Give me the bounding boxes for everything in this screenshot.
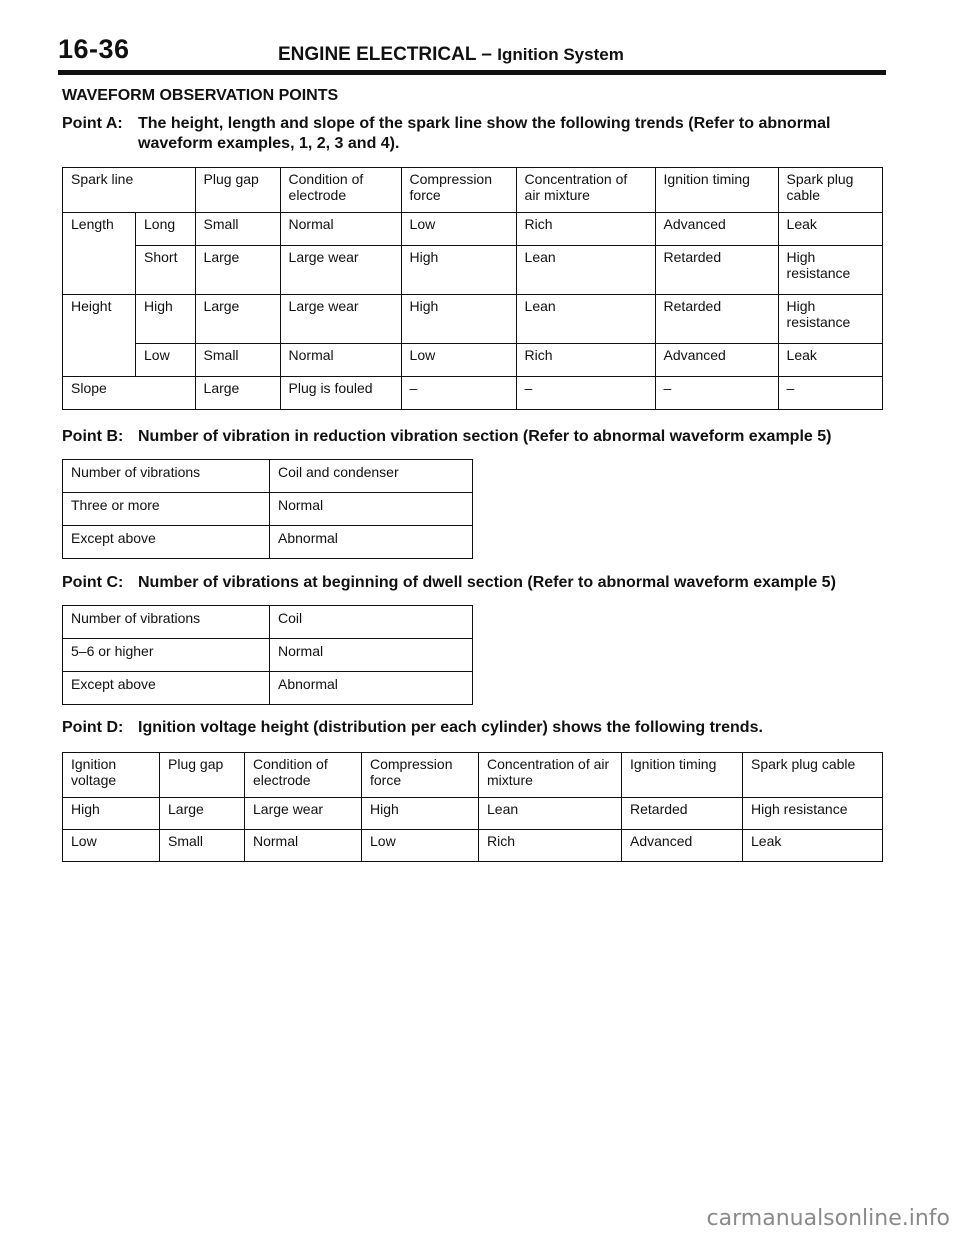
header-cell: Compression force	[362, 753, 479, 798]
table-cell: High	[401, 295, 516, 344]
table-cell: Lean	[516, 295, 655, 344]
table-cell: Advanced	[655, 344, 778, 377]
table-cell: Normal	[245, 830, 362, 862]
table-row	[63, 526, 473, 559]
table-cell: Except above	[63, 672, 270, 705]
table-cell: Small	[195, 213, 280, 246]
table-header-row	[63, 460, 473, 493]
table-cell: Large wear	[280, 246, 401, 295]
table-cell: Except above	[63, 526, 270, 559]
header-cell: Spark plug cable	[778, 168, 882, 213]
title-main: ENGINE ELECTRICAL –	[278, 44, 492, 65]
table-row	[63, 798, 883, 830]
title-sub: Ignition System	[497, 45, 624, 64]
table-cell: Short	[136, 246, 196, 295]
table-cell: High	[362, 798, 479, 830]
table-cell: Low	[63, 830, 160, 862]
table-row	[63, 246, 883, 295]
table-cell: Three or more	[63, 493, 270, 526]
table-header-row	[63, 606, 473, 639]
table-cell: Rich	[479, 830, 622, 862]
table-cell: High	[401, 246, 516, 295]
table-cell: High resistance	[778, 246, 882, 295]
table-point-b	[62, 459, 473, 559]
table-cell: Plug is fouled	[280, 377, 401, 410]
header-cell: Coil and condenser	[270, 460, 473, 493]
header-cell: Plug gap	[160, 753, 245, 798]
point-a-text: The height, length and slope of the spark line show the following trends (Refer to abnormal	[138, 115, 831, 132]
point-d-label: Point D:	[62, 719, 124, 736]
header-cell: Coil	[270, 606, 473, 639]
row-group-label: Length	[63, 213, 136, 295]
table-cell: Leak	[778, 213, 882, 246]
table-cell: High	[136, 295, 196, 344]
table-cell: Normal	[270, 493, 473, 526]
table-row	[63, 377, 883, 410]
table-cell: Normal	[280, 344, 401, 377]
table-cell: –	[778, 377, 882, 410]
header-rule	[58, 70, 886, 75]
table-cell: Low	[401, 213, 516, 246]
header-cell: Ignition timing	[622, 753, 743, 798]
point-b-line	[62, 427, 831, 447]
header-cell: Spark line	[63, 168, 196, 213]
point-a-line2: waveform examples, 1, 2, 3 and 4).	[138, 135, 400, 152]
watermark-link[interactable]: carmanualsonline.info	[706, 1206, 950, 1231]
table-cell: High resistance	[778, 295, 882, 344]
point-d-line	[62, 718, 763, 738]
table-row	[63, 672, 473, 705]
point-b-text: Number of vibration in reduction vibration section (Refer to abnormal waveform example 5)	[138, 428, 832, 445]
header-cell: Number of vibrations	[63, 606, 270, 639]
table-header-row	[63, 168, 883, 213]
section-title: WAVEFORM OBSERVATION POINTS	[62, 87, 339, 104]
point-c-line	[62, 573, 836, 593]
page-title	[278, 44, 624, 66]
table-cell: Retarded	[655, 295, 778, 344]
header-cell: Ignition voltage	[63, 753, 160, 798]
header-cell: Ignition timing	[655, 168, 778, 213]
row-group-label: Slope	[63, 377, 196, 410]
table-cell: Advanced	[655, 213, 778, 246]
table-cell: –	[401, 377, 516, 410]
header-cell: Number of vibrations	[63, 460, 270, 493]
table-cell: Normal	[280, 213, 401, 246]
header-cell: Spark plug cable	[743, 753, 883, 798]
table-point-d	[62, 752, 883, 862]
table-cell: Rich	[516, 213, 655, 246]
header-cell: Condition of electrode	[280, 168, 401, 213]
table-cell: Large	[195, 377, 280, 410]
table-row	[63, 830, 883, 862]
point-a-label: Point A:	[62, 115, 123, 132]
table-cell: Advanced	[622, 830, 743, 862]
table-header-row	[63, 753, 883, 798]
header-cell: Condition of electrode	[245, 753, 362, 798]
table-cell: Small	[160, 830, 245, 862]
table-cell: –	[655, 377, 778, 410]
table-cell: Large wear	[245, 798, 362, 830]
table-row	[63, 213, 883, 246]
table-cell: Rich	[516, 344, 655, 377]
header-cell: Plug gap	[195, 168, 280, 213]
table-row	[63, 295, 883, 344]
row-group-label: Height	[63, 295, 136, 377]
table-cell: Abnormal	[270, 526, 473, 559]
table-cell: Large	[195, 295, 280, 344]
table-point-a	[62, 167, 883, 410]
table-point-c	[62, 605, 473, 705]
table-cell: Low	[136, 344, 196, 377]
header-cell: Compression force	[401, 168, 516, 213]
point-c-label: Point C:	[62, 574, 124, 591]
table-row	[63, 493, 473, 526]
table-cell: Retarded	[622, 798, 743, 830]
header-cell: Concentration of air mixture	[516, 168, 655, 213]
table-row	[63, 639, 473, 672]
table-cell: Long	[136, 213, 196, 246]
page-number: 16-36	[58, 34, 130, 64]
table-cell: –	[516, 377, 655, 410]
table-cell: Leak	[778, 344, 882, 377]
point-d-text: Ignition voltage height (distribution per each cylinder) shows the following trends.	[138, 719, 763, 736]
table-cell: Low	[362, 830, 479, 862]
table-cell: 5–6 or higher	[63, 639, 270, 672]
point-b-label: Point B:	[62, 428, 124, 445]
table-cell: High resistance	[743, 798, 883, 830]
table-cell: Lean	[516, 246, 655, 295]
table-cell: Normal	[270, 639, 473, 672]
table-cell: Abnormal	[270, 672, 473, 705]
header-cell: Concentration of air mixture	[479, 753, 622, 798]
point-a-line1	[62, 114, 831, 134]
table-cell: Retarded	[655, 246, 778, 295]
table-cell: Large	[160, 798, 245, 830]
page-header	[58, 30, 888, 76]
table-cell: Lean	[479, 798, 622, 830]
point-c-text: Number of vibrations at beginning of dwell section (Refer to abnormal waveform example 5)	[138, 574, 836, 591]
table-cell: Small	[195, 344, 280, 377]
table-cell: Large	[195, 246, 280, 295]
table-row	[63, 344, 883, 377]
table-cell: High	[63, 798, 160, 830]
table-cell: Large wear	[280, 295, 401, 344]
table-cell: Leak	[743, 830, 883, 862]
table-cell: Low	[401, 344, 516, 377]
